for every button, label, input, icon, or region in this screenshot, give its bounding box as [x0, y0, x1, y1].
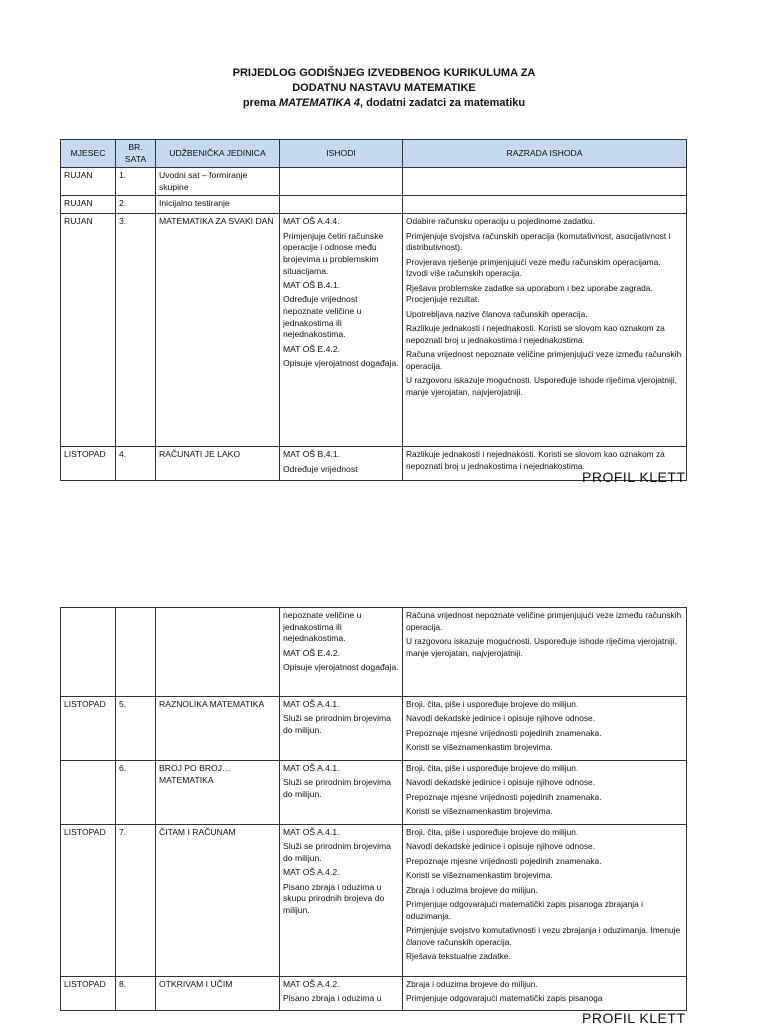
razrada-line: Razlikuje jednakosti i nejednakosti. Koristi se slovom kao oznakom za nepoznati broj u jednakostima i nejednakostima.	[406, 449, 665, 471]
cell-razrada	[403, 825, 687, 977]
title-line-2: DODATNU NASTAVU MATEMATIKE	[292, 82, 476, 94]
table-row	[61, 608, 687, 697]
ishod-line: Primjenjuje četiri računske operacije i odnose među brojevima u problemskim situacijama.	[283, 230, 384, 276]
cell-number: 8.	[116, 977, 156, 1011]
ishod-line: Služi se prirodnim brojevima do milijun.	[283, 713, 391, 735]
header-br-sata: BR. SATA	[116, 140, 156, 168]
cell-number: 3.	[116, 214, 156, 447]
ishod-line: Opisuje vjerojatnost događaja.	[283, 661, 399, 672]
cell-month: RUJAN	[61, 196, 116, 214]
razrada-line: Rješava tekstualne zadatke.	[406, 950, 511, 961]
cell-razrada	[403, 214, 687, 447]
cell-ishodi	[280, 977, 403, 1011]
cell-razrada	[403, 977, 687, 1011]
razrada-line: Računa vrijednost nepoznate veličine primjenjujući veze između računskih operacija.	[406, 349, 682, 371]
cell-unit: OTKRIVAM I UČIM	[156, 977, 280, 1011]
cell-unit: RAČUNATI JE LAKO	[156, 447, 280, 481]
ishod-line: MAT OŠ A.4.2.	[283, 979, 340, 989]
razrada-line: Primjenjuje odgovarajući matematički zapis pisanoga	[406, 993, 603, 1004]
title-line-1: PRIJEDLOG GODIŠNJEG IZVEDBENOG KURIKULUMA ZA	[232, 67, 536, 79]
ishod-line: MAT OŠ A.4.1.	[283, 699, 340, 709]
razrada-line: Zbraja i oduzima brojeve do milijun.	[406, 979, 538, 989]
cell-unit: Inicijalno testiranje	[156, 196, 280, 214]
ishod-line: MAT OŠ B.4.1.	[283, 279, 340, 290]
cell-ishodi	[280, 761, 403, 825]
ishod-line: MAT OŠ B.4.1.	[283, 449, 340, 460]
table-row	[61, 977, 687, 1011]
cell-ishodi	[280, 697, 403, 761]
table-row	[61, 697, 687, 761]
razrada-line: Računa vrijednost nepoznate veličine primjenjujući veze između računskih operacija.	[406, 610, 682, 632]
cell-month	[61, 761, 116, 825]
cell-razrada	[403, 608, 687, 697]
razrada-line: Navodi dekadske jedinice i opisuje njihove odnose.	[406, 841, 596, 852]
cell-month: LISTOPAD	[61, 697, 116, 761]
razrada-line: Odabire računsku operaciju u pojedinome zadatku.	[406, 216, 596, 227]
razrada-line: Broji, čita, piše i uspoređuje brojeve do milijun.	[406, 763, 579, 773]
cell-month	[61, 608, 116, 697]
table-row	[61, 168, 687, 196]
razrada-line: Broji, čita, piše i uspoređuje brojeve do milijun.	[406, 699, 579, 709]
razrada-line: Koristi se višeznamenkastim brojevima.	[406, 870, 553, 881]
razrada-line: Prepoznaje mjesne vrijednosti pojedinih znamenaka.	[406, 791, 602, 802]
cell-razrada	[403, 697, 687, 761]
cell-unit: Uvodni sat – formiranje skupine	[156, 168, 280, 196]
razrada-line: Upotrebljava nazive članova računskih operacija.	[406, 308, 588, 319]
razrada-line: Razlikuje jednakosti i nejednakosti. Koristi se slovom kao oznakom za nepoznati broj u jednakostima i nejednakostima.	[406, 323, 665, 345]
cell-unit: ČITAM I RAČUNAM	[156, 825, 280, 977]
cell-month: RUJAN	[61, 168, 116, 196]
document-title	[0, 66, 768, 111]
razrada-line: Primjenjuje svojstva računskih operacija (komutativnost, asocijativnost i distributivnost).	[406, 230, 671, 253]
table-row	[61, 196, 687, 214]
razrada-line: Rješava problemske zadatke sa uporabom i bez uporabe zagrada. Procjenjuje rezultat.	[406, 282, 653, 305]
table-row	[61, 761, 687, 825]
cell-unit: BROJ PO BROJ… MATEMATIKA	[156, 761, 280, 825]
cell-ishodi	[280, 447, 403, 481]
table-row	[61, 825, 687, 977]
cell-number: 1.	[116, 168, 156, 196]
cell-ishodi	[280, 196, 403, 214]
ishod-line: MAT OŠ A.4.2.	[283, 867, 340, 878]
cell-razrada	[403, 761, 687, 825]
ishod-line: MAT OŠ A.4.1.	[283, 763, 340, 773]
ishod-line: Pisano zbraja i oduzima u	[283, 993, 382, 1004]
razrada-line: Navodi dekadske jedinice i opisuje njihove odnose.	[406, 777, 596, 788]
cell-number: 4.	[116, 447, 156, 481]
ishod-line: MAT OŠ A.4.1.	[283, 827, 340, 837]
cell-number: 6.	[116, 761, 156, 825]
razrada-line: Navodi dekadske jedinice i opisuje njihove odnose.	[406, 713, 596, 724]
razrada-line: Koristi se višeznamenkastim brojevima.	[406, 742, 553, 753]
cell-number: 7.	[116, 825, 156, 977]
razrada-line: Zbraja i oduzima brojeve do milijun.	[406, 884, 538, 895]
table-row	[61, 214, 687, 447]
ishod-line: Pisano zbraja i oduzima u skupu prirodnih brojeva do milijun.	[283, 881, 385, 915]
cell-number	[116, 608, 156, 697]
razrada-line: U razgovoru iskazuje mogućnosti. Uspoređuje ishode riječima vjerojatniji, manje vjerojatan, najvjerojatniji.	[406, 375, 677, 397]
curriculum-table-1	[60, 139, 687, 481]
ishod-line: MAT OŠ E.4.2.	[283, 647, 340, 658]
razrada-line: Primjenjuje svojstvo komutativnosti i vezu zbrajanja i oduzimanja. Imenuje članove računskih operacija.	[406, 924, 681, 947]
header-jedinica: UDŽBENIČKA JEDINICA	[156, 140, 280, 168]
razrada-line: Broji, čita, piše i uspoređuje brojeve do milijun.	[406, 827, 579, 837]
cell-ishodi	[280, 214, 403, 447]
ishod-line: Određuje vrijednost	[283, 463, 358, 474]
cell-month: LISTOPAD	[61, 977, 116, 1011]
cell-ishodi	[280, 825, 403, 977]
cell-unit: MATEMATIKA ZA SVAKI DAN	[156, 214, 280, 447]
title-line-3: prema MATEMATIKA 4, dodatni zadatci za matematiku	[242, 97, 526, 109]
razrada-line: Prepoznaje mjesne vrijednosti pojedinih znamenaka.	[406, 727, 602, 738]
cell-number: 2.	[116, 196, 156, 214]
razrada-line: Prepoznaje mjesne vrijednosti pojedinih znamenaka.	[406, 855, 602, 866]
razrada-line: U razgovoru iskazuje mogućnosti. Uspoređuje ishode riječima vjerojatniji, manje vjerojatan, najvjerojatniji.	[406, 635, 677, 658]
razrada-line: Provjerava rješenje primjenjujući veze među računskim operacijama. Izvodi više računskih operacija.	[406, 256, 661, 279]
razrada-line: Primjenjuje odgovarajući matematički zapis pisanoga zbrajanja i oduzimanja.	[406, 898, 643, 921]
ishod-line: MAT OŠ E.4.2.	[283, 343, 340, 354]
header-razrada: RAZRADA ISHODA	[403, 140, 687, 168]
ishod-line: nepoznate veličine u jednakostima ili nejednakostima.	[283, 610, 362, 644]
ishod-line: Određuje vrijednost nepoznate veličine u jednakostima ili nejednakostima.	[283, 294, 362, 340]
header-ishodi: ISHODI	[280, 140, 403, 168]
header-mjesec: MJESEC	[61, 140, 116, 168]
ishod-line: Služi se prirodnim brojevima do milijun.	[283, 777, 391, 799]
cell-number: 5.	[116, 697, 156, 761]
cell-unit	[156, 608, 280, 697]
cell-month: LISTOPAD	[61, 825, 116, 977]
cell-ishodi	[280, 168, 403, 196]
cell-month: LISTOPAD	[61, 447, 116, 481]
ishod-line: Opisuje vjerojatnost događaja.	[283, 357, 399, 368]
cell-unit: RAZNOLIKA MATEMATIKA	[156, 697, 280, 761]
cell-ishodi	[280, 608, 403, 697]
cell-razrada	[403, 168, 687, 196]
cell-razrada	[403, 196, 687, 214]
curriculum-table-2	[60, 607, 687, 1011]
razrada-line: Koristi se višeznamenkastim brojevima.	[406, 806, 553, 817]
cell-month: RUJAN	[61, 214, 116, 447]
brand-logo-2: PROFIL KLETT	[582, 1010, 686, 1026]
ishod-line: MAT OŠ A.4.4.	[283, 216, 340, 227]
ishod-line: Služi se prirodnim brojevima do milijun.	[283, 841, 391, 863]
brand-logo: PROFIL KLETT	[582, 469, 686, 485]
